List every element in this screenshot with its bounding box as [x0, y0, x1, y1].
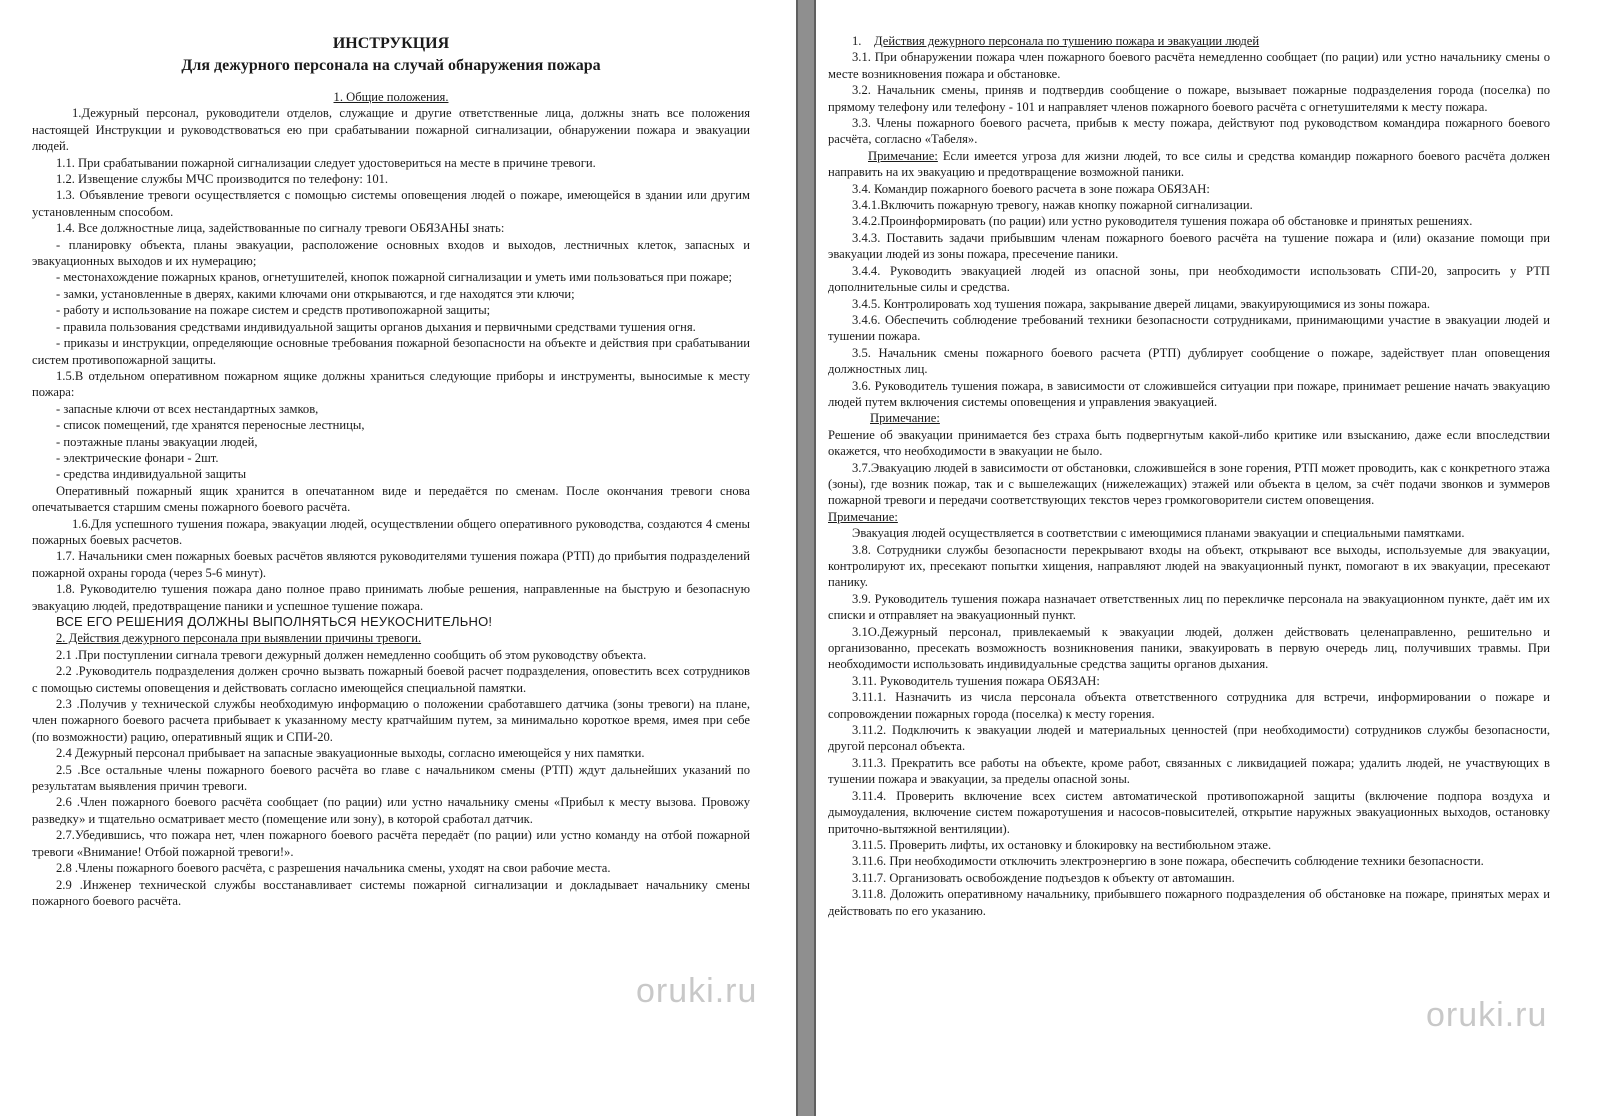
list-item: - приказы и инструкции, определяющие основные требования пожарной безопасности на объекте и действия при срабатывании систем противопожарной защиты.	[32, 336, 750, 367]
section-3-heading	[828, 33, 1550, 49]
note-1	[828, 148, 1550, 181]
document-title: ИНСТРУКЦИЯ	[332, 35, 450, 52]
paragraph-2-3: 2.3 .Получив у технической службы необходимую информацию о положении сработавшего датчика (зоны тревоги) на плане, член пожарного боевого расчета прибывает к указанному месту кратчайшим путем, за минимально короткое время, имея при себе (по возможности) рацию, оперативный ящик и СПИ-20.	[32, 697, 750, 744]
paragraph-3-3: 3.3. Члены пожарного боевого расчета, прибыв к месту пожара, действуют под руководством командира пожарного боевого расчёта, согласно «Табеля».	[828, 116, 1550, 147]
list-item: - местонахождение пожарных кранов, огнетушителей, кнопок пожарной сигнализации и уметь ими пользоваться при пожаре;	[56, 270, 732, 285]
note-3-text: Эвакуация людей осуществляется в соответствии с имеющимися планами эвакуации и специальными памятками.	[852, 526, 1465, 541]
paragraph-3-11-5: 3.11.5. Проверить лифты, их остановку и блокировку на вестибюльном этаже.	[852, 837, 1272, 852]
section-1-heading: 1. Общие положения.	[333, 90, 449, 104]
paragraph-2-4: 2.4 Дежурный персонал прибывает на запасные эвакуационные выходы, согласно имеющейся у них памятки.	[56, 746, 645, 761]
paragraph-2-5: 2.5 .Все остальные члены пожарного боевого расчёта во главе с начальником смены (РТП) ждут дальнейших указаний по результатам выявления причин тревоги.	[32, 762, 750, 794]
paragraph-1-5: 1.5.В отдельном оперативном пожарном ящике должны храниться следующие приборы и инструменты, выносимые к месту пожара:	[32, 368, 750, 400]
paragraph-box: Оперативный пожарный ящик хранится в опечатанном виде и передаётся по сменам. После окончания тревоги снова опечатывается старшим смены пожарного боевого расчёта.	[32, 483, 750, 515]
paragraph-2-2: 2.2 .Руководитель подразделения должен срочно вызвать пожарный боевой расчет подразделения, оповестить всех сотрудников с помощью системы оповещения и действовать согласно имеющейся специальной памятки.	[32, 664, 750, 695]
section-2-heading: 2. Действия дежурного персонала при выявлении причины тревоги.	[56, 631, 422, 646]
note-3-label: Примечание:	[828, 509, 898, 524]
list-item: - список помещений, где хранятся переносные лестницы,	[56, 418, 365, 433]
list-item: - запасные ключи от всех нестандартных замков,	[56, 401, 319, 416]
paragraph-3-2: 3.2. Начальник смены, приняв и подтвердив сообщение о пожаре, вызывает пожарные подразделения города (поселка) по прямому телефону или телефону - 101 и направляет членов пожарного боевого расчёта с огнетушителями к месту пожара.	[828, 83, 1550, 114]
list-item: - работу и использование на пожаре систем и средств противопожарной защиты;	[56, 303, 491, 318]
paragraph-3-4: 3.4. Командир пожарного боевого расчета в зоне пожара ОБЯЗАН:	[852, 181, 1210, 196]
right-page	[816, 0, 1598, 1116]
paragraph-1-4: 1.4. Все должностные лица, задействованные по сигналу тревоги ОБЯЗАНЫ знать:	[56, 221, 505, 236]
paragraph-1: 1.Дежурный персонал, руководители отделов, служащие и другие ответственные лица, должны знать все положения настоящей Инструкции и руководствоваться ею при срабатывании пожарной сигнализации, обнаружении пожара и эвакуации людей.	[32, 106, 750, 154]
paragraph-2-6: 2.6 .Член пожарного боевого расчёта сообщает (по рации) или устно начальнику смены «Прибыл к месту вызова. Провожу разведку» и тщательно осматривает место (помещение или зону), в которой сработал датчик.	[32, 795, 750, 826]
paragraph-3-4-5: 3.4.5. Контролировать ход тушения пожара, закрывание дверей лицами, эвакуирующимися из зоны пожара.	[852, 296, 1431, 311]
paragraph-3-11-4: 3.11.4. Проверить включение всех систем автоматической противопожарной защиты (включение подпора воздуха и дымоудаления, включение систем пожаротушения и насосов-повысителей, открытие наружных эвакуационных выходов, остановку приточно-вытяжной вентиляции).	[828, 788, 1550, 836]
caps-notice: ВСЕ ЕГО РЕШЕНИЯ ДОЛЖНЫ ВЫПОЛНЯТЬСЯ НЕУКОСНИТЕЛЬНО!	[56, 614, 493, 629]
paragraph-1-2: 1.2. Извещение службы МЧС производится по телефону: 101.	[56, 172, 389, 187]
paragraph-3-11-1: 3.11.1. Назначить из числа персонала объекта ответственного сотрудника для встречи, информировании о пожаре и сопровождении пожарных города (поселка) к месту горения.	[828, 690, 1550, 721]
paragraph-3-4-2: 3.4.2.Проинформировать (по рации) или устно руководителя тушения пожара об обстановке и принятых решениях.	[852, 214, 1473, 229]
watermark-right: oruki.ru	[1426, 996, 1548, 1034]
right-page-content	[828, 33, 1550, 919]
list-item: - электрические фонари - 2шт.	[56, 450, 219, 465]
list-item: - поэтажные планы эвакуации людей,	[56, 434, 258, 449]
paragraph-3-5: 3.5. Начальник смены пожарного боевого расчета (РТП) дублирует сообщение о пожаре, задействует план оповещения должностных лиц.	[828, 345, 1550, 377]
paragraph-3-9: 3.9. Руководитель тушения пожара назначает ответственных лиц по перекличке персонала на эвакуационном пункте, даёт им их списки и отправляет на эвакуационный пункт.	[828, 591, 1550, 623]
paragraph-2-9: 2.9 .Инженер технической службы восстанавливает системы пожарной сигнализации и докладывает начальнику смены пожарного боевого расчёта.	[32, 877, 750, 908]
note-2-text: Решение об эвакуации принимается без страха быть подвергнутым какой-либо критике или взысканию, даже если впоследствии окажется, что необходимости в эвакуации не было.	[828, 427, 1550, 459]
watermark-left: oruki.ru	[636, 972, 758, 1010]
paragraph-3-7: 3.7.Эвакуацию людей в зависимости от обстановки, сложившейся в зоне горения, РТП может проводить, как с конкретного этажа (зоны), где возник пожар, так и с вышележащих (нижележащих) этажей или объекта в целом, за счёт подачи звонков и зуммеров пожарной тревоги и передачи соответствующих текстов через громкоговорители систем оповещения.	[828, 460, 1550, 508]
paragraph-2-1: 2.1 .При поступлении сигнала тревоги дежурный должен немедленно сообщить об этом руководству объекта.	[56, 647, 647, 662]
note-1-label: Примечание:	[868, 148, 938, 163]
left-page-content	[32, 33, 750, 909]
paragraph-1-3: 1.3. Объявление тревоги осуществляется с помощью системы оповещения людей о пожаре, имеющейся в здании или другим установленным способом.	[32, 188, 750, 219]
paragraph-3-11: 3.11. Руководитель тушения пожара ОБЯЗАН:	[852, 673, 1100, 688]
document-subtitle: Для дежурного персонала на случай обнаружения пожара	[181, 57, 601, 74]
paragraph-2-8: 2.8 .Члены пожарного боевого расчёта, с разрешения начальника смены, уходят на свои рабочие места.	[56, 861, 611, 876]
section-3-title: Действия дежурного персонала по тушению пожара и эвакуации людей	[874, 34, 1260, 48]
paragraph-3-1: 3.1. При обнаружении пожара член пожарного боевого расчёта немедленно сообщает (по рации) или устно начальнику смены о месте возникновения пожара и обстановке.	[828, 50, 1550, 81]
paragraph-2-7: 2.7.Убедившись, что пожара нет, член пожарного боевого расчёта передаёт (по рации) или устно команду на отбой пожарной тревоги «Внимание! Отбой пожарной тревоги!».	[32, 828, 750, 859]
paragraph-3-11-7: 3.11.7. Организовать освобождение подъездов к объекту от автомашин.	[852, 870, 1235, 885]
note-2-label: Примечание:	[870, 411, 940, 426]
note-1-text: Если имеется угроза для жизни людей, то все силы и средства командир пожарного боевого расчёта должен направить на их эвакуацию и предотвращение возможной паники.	[828, 148, 1550, 180]
list-item: - средства индивидуальной защиты	[56, 467, 247, 482]
list-item: - правила пользования средствами индивидуальной защиты органов дыхания и первичными средствами тушения огня.	[56, 319, 696, 334]
paragraph-3-6: 3.6. Руководитель тушения пожара, в зависимости от сложившейся ситуации при пожаре, принимает решение начать эвакуацию людей путем включения системы оповещения и управления эвакуацией.	[828, 378, 1550, 409]
list-item: - планировку объекта, планы эвакуации, расположение основных входов и выходов, лестничных клеток, запасных и эвакуационных выходов и их нумерацию;	[32, 237, 750, 269]
paragraph-3-11-2: 3.11.2. Подключить к эвакуации людей и материальных ценностей (при необходимости) сотрудников службы безопасности, другой персонал объекта.	[828, 723, 1550, 754]
paragraph-3-11-6: 3.11.6. При необходимости отключить электроэнергию в зоне пожара, обеспечить соблюдение техники безопасности.	[852, 854, 1484, 869]
section-3-number: 1.	[852, 34, 862, 48]
left-page	[0, 0, 796, 1116]
paragraph-3-11-3: 3.11.3. Прекратить все работы на объекте, кроме работ, связанных с ликвидацией пожара; удалить людей, не участвующих в тушении пожара и эвакуации, за пределы опасной зоны.	[828, 755, 1550, 787]
paragraph-3-4-4: 3.4.4. Руководить эвакуацией людей из опасной зоны, при необходимости использовать СПИ-20, запросить у РТП дополнительные силы и средства.	[828, 263, 1550, 295]
paragraph-1-6: 1.6.Для успешного тушения пожара, эвакуации людей, осуществлении общего оперативного руководства, создаются 4 смены пожарных боевых расчетов.	[32, 516, 750, 547]
paragraph-3-4-1: 3.4.1.Включить пожарную тревогу, нажав кнопку пожарной сигнализации.	[852, 198, 1253, 213]
page-divider	[796, 0, 816, 1116]
paragraph-3-4-3: 3.4.3. Поставить задачи прибывшим членам пожарного боевого расчёта на тушение пожара и (или) оказание помощи при эвакуации людей из зоны пожара, пресечение паники.	[828, 230, 1550, 262]
paragraph-1-7: 1.7. Начальники смен пожарных боевых расчётов являются руководителями тушения пожара (РТП) до прибытия подразделений пожарной охраны города (через 5-6 минут).	[32, 549, 750, 580]
paragraph-1-8: 1.8. Руководителю тушения пожара дано полное право принимать любые решения, направленные на быструю и безопасную эвакуацию людей, предотвращение паники и успешное тушение пожара.	[32, 582, 750, 613]
paragraph-3-8: 3.8. Сотрудники службы безопасности перекрывают входы на объект, открывают все выходы, используемые для эвакуации, контролируют их, пресекают попытки хищения, направляют людей на эвакуационный пункт, помогают в их эвакуации, пресекают панику.	[828, 542, 1550, 590]
paragraph-1-1: 1.1. При срабатывании пожарной сигнализации следует удостовериться на месте в причине тревоги.	[56, 155, 596, 170]
paragraph-3-11-8: 3.11.8. Доложить оперативному начальнику, прибывшего пожарного подразделения об обстановке на пожаре, принятых мерах и действовать по его указанию.	[828, 887, 1550, 918]
paragraph-3-4-6: 3.4.6. Обеспечить соблюдение требований техники безопасности сотрудниками, принимающими участие в эвакуации людей и тушении пожара.	[828, 312, 1550, 344]
paragraph-3-10: 3.1О.Дежурный персонал, привлекаемый к эвакуации людей, должен действовать целенаправленно, решительно и организованно, пресекать возможность возникновения паники, эвакуировать в первую очередь лиц, получивших травмы. При необходимости использовать индивидуальные средства защиты органов дыхания.	[828, 624, 1550, 672]
list-item: - замки, установленные в дверях, какими ключами они открываются, и где находятся эти ключи;	[56, 286, 575, 301]
